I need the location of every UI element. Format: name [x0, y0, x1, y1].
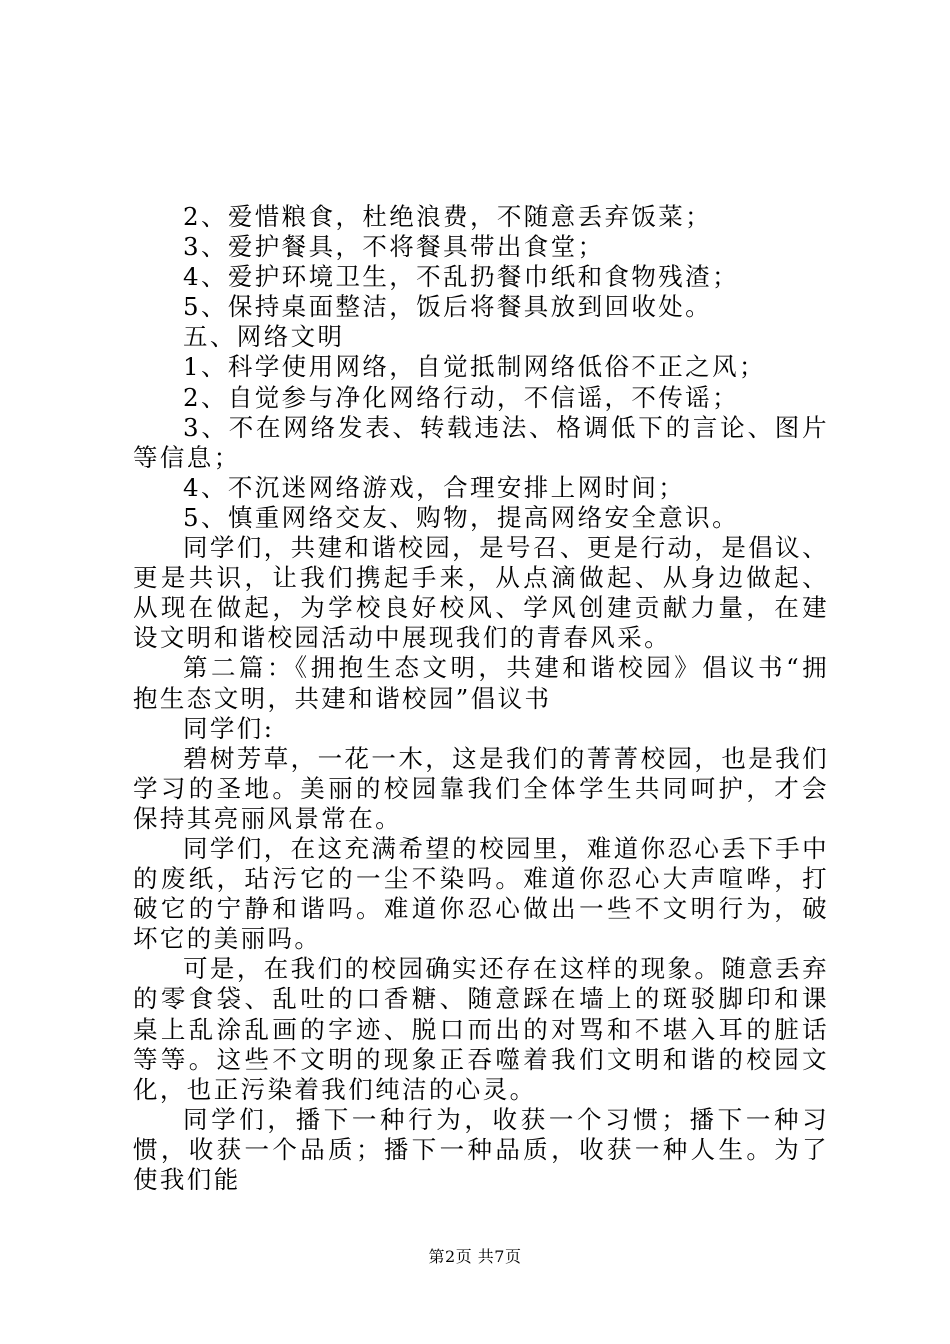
paragraph: 2、爱惜粮食，杜绝浪费，不随意丢弃饭菜； — [183, 202, 713, 231]
page-number-footer: 第2页 共7页 — [428, 1247, 522, 1266]
paragraph: 5、慎重网络交友、购物，提高网络安全意识。 — [183, 502, 739, 532]
paragraph: 1、科学使用网络，自觉抵制网络低俗不正之风； — [183, 352, 766, 382]
paragraph: 2、自觉参与净化网络行动，不信谣，不传谣； — [183, 382, 739, 412]
paragraph: 同学们，播下一种行为，收获一个习惯；播下一种习惯，收获一个品质；播下一种品质，收获一种人生。为了使我们能 — [133, 1104, 829, 1194]
paragraph: 碧树芳草，一花一木，这是我们的菁菁校园，也是我们学习的圣地。美丽的校园靠我们全体学生共同呵护，才会保持其亮丽风景常在。 — [133, 743, 829, 833]
paragraph: 3、不在网络发表、转载违法、格调低下的言论、图片等信息； — [133, 412, 829, 472]
paragraph: 同学们，在这充满希望的校园里，难道你忍心丢下手中的废纸，玷污它的一尘不染吗。难道你忍心大声喧哗，打破它的宁静和谐吗。难道你忍心做出一些不文明行为，破坏它的美丽吗。 — [133, 833, 829, 954]
document-body — [133, 202, 829, 1195]
salutation: 同学们: — [183, 713, 275, 743]
paragraph: 同学们，共建和谐校园，是号召、更是行动，是倡议、更是共识，让我们携起手来，从点滴做起、从身边做起、从现在做起，为学校良好校风、学风创建贡献力量，在建设文明和谐校园活动中展现我们的青春风采。 — [133, 533, 829, 653]
paragraph: 4、爱护环境卫生，不乱扔餐巾纸和食物残渣； — [183, 262, 739, 292]
paragraph: 4、不沉迷网络游戏，合理安排上网时间； — [183, 472, 686, 502]
paragraph: 3、爱护餐具，不将餐具带出食堂； — [183, 232, 605, 262]
article-title: 第二篇：《拥抱生态文明，共建和谐校园》倡议书“拥抱生态文明，共建和谐校园”倡议书 — [133, 653, 829, 713]
paragraph: 可是，在我们的校园确实还存在这样的现象。随意丢弃的零食袋、乱吐的口香糖、随意踩在墙上的斑驳脚印和课桌上乱涂乱画的字迹、脱口而出的对骂和不堪入耳的脏话等等。这些不文明的现象正吞噬着我们文明和谐的校园文化，也正污染着我们纯洁的心灵。 — [133, 954, 829, 1104]
paragraph: 5、保持桌面整洁，饭后将餐具放到回收处。 — [183, 292, 713, 322]
section-heading: 五、网络文明 — [183, 322, 345, 352]
